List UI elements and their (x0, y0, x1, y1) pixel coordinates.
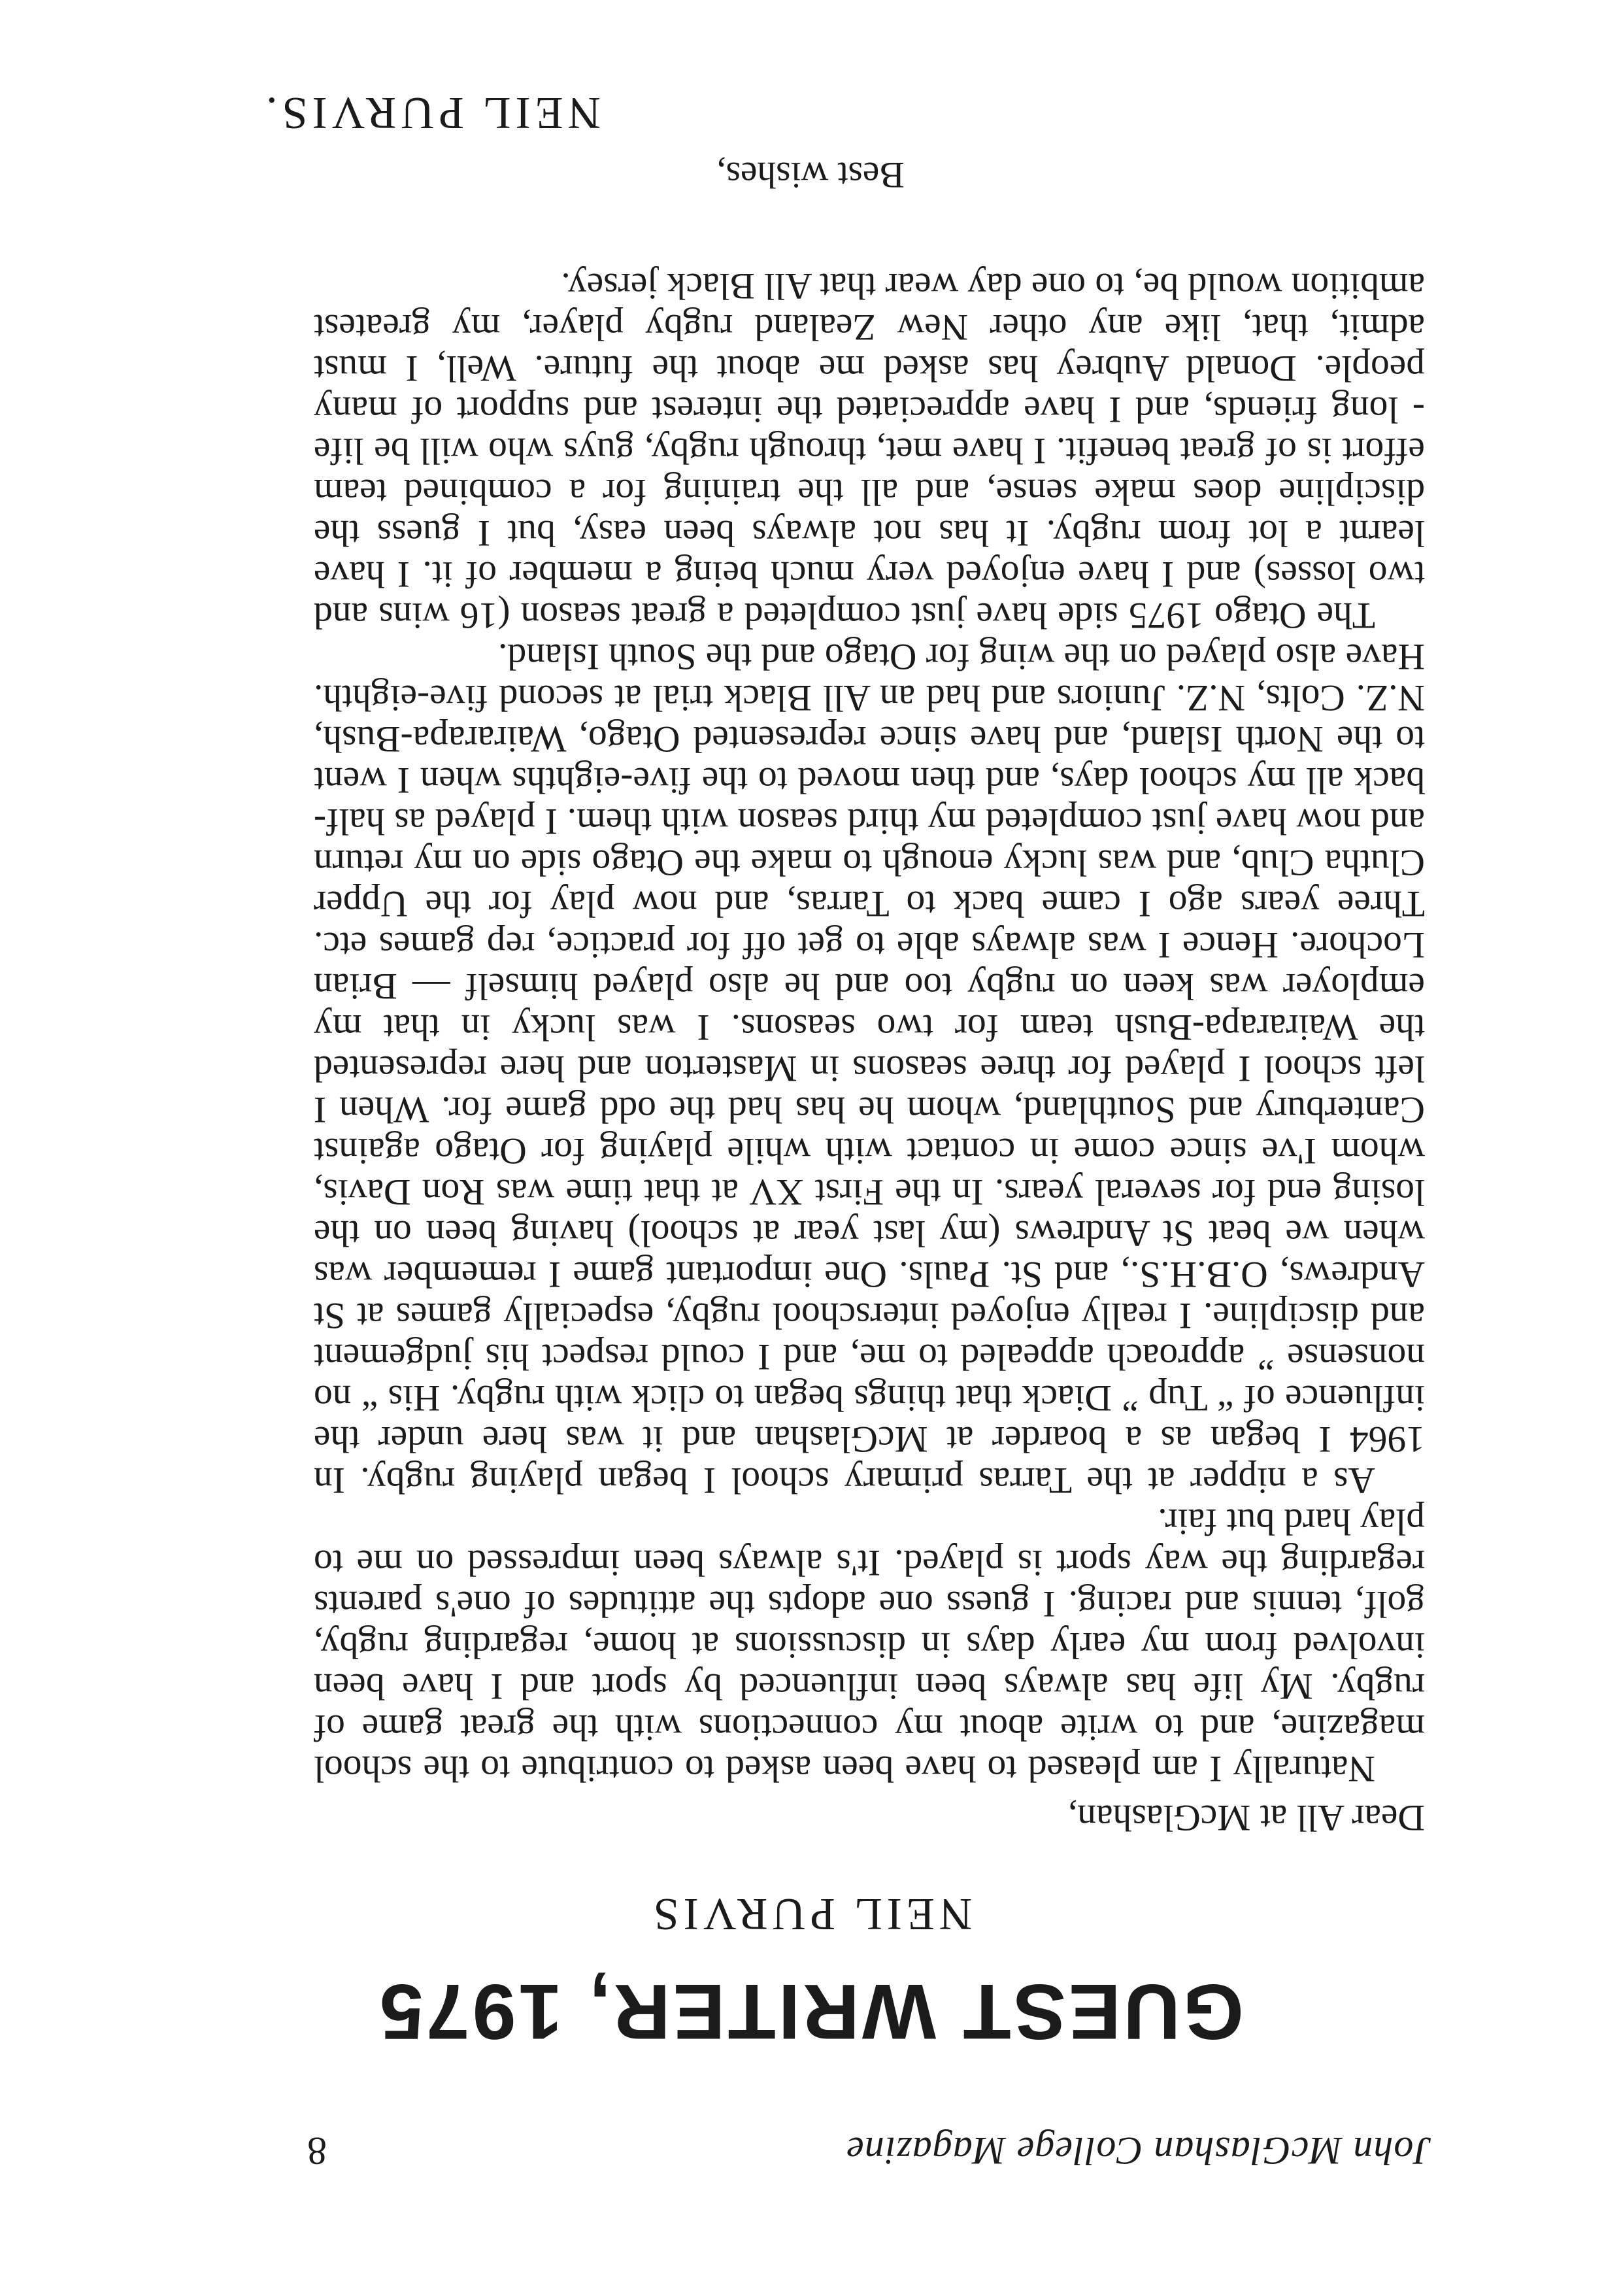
article-title: GUEST WRITER, 1975 (377, 1968, 1244, 2055)
paragraph-2: As a nipper at the Tarras primary school I began playing rugby. In 1964 I began as a boarder at McGlashan and it was here under the influence of “ Tup ” Diack that things began to click with rugby. His “ no nonsense ” approach appealed to me, and I could respect his judgement and discipline. I really enjoyed interschool rugby, especially games at St Andrews, O.B.H.S., and St. Pauls. One important game I remember was when we beat St Andrews (my last year at school) having been on the losing end for several years. In the First XV at that time was Ron Davis, whom I've since come in contact with while playing for Otago against Canterbury and Southland, whom he has had the odd game for. When I left school I played for three seasons in Masterton and here represented the Wairarapa-Bush team for two seasons. I was lucky in that my employer was keen on rugby too and he also played himself — Brian Lochore. Hence I was always able to get off for practice, rep games etc. Three years ago I came back to Tarras, and now play for the Upper Clutha Club, and was lucky enough to make the Otago side on my return and now have just completed my third season with them. I played as half-back all my school days, and then moved to the five-eighths when I went to the North Island, and have since represented Otago, Wairarapa-Bush, N.Z. Colts, N.Z. Juniors and had an All Black trial at second five-eighth. Have also played on the wing for Otago and the South Island. (314, 636, 1425, 1501)
magazine-title: John McGlashan College Magazine (846, 2129, 1431, 2172)
page-header (307, 2121, 1438, 2173)
salutation: Dear All at McGlashan, (1067, 1797, 1425, 1838)
closing-line: Best wishes, (716, 154, 905, 195)
page-number: 8 (307, 2129, 327, 2172)
paragraph-3: The Otago 1975 side have just completed a great season (16 wins and two losses) and I have enjoyed very much being a member of it. I have learnt a lot from rugby. It has not always been easy, but I guess the discipline does make sense, and all the training for a combined team effort is of great benefit. I have met, through rugby, guys who will be life - long friends, and I have appreciated the interest and support of many people. Donald Aubrey has asked me about the future. Well, I must admit, that, like any other New Zealand rugby player, my greatest ambition would be, to one day wear that All Black jersey. (314, 265, 1425, 636)
paragraph-1: Naturally I am pleased to have been asked to contribute to the school magazine, and to write about my connections with the great game of rugby. My life has always been influenced by sport and I have been involved from my early days in discussions at home, regarding rugby, golf, tennis and racing. I guess one adopts the attitudes of one's parents regarding the way sport is played. It's always been impressed on me to play hard but fair. (314, 1501, 1425, 1789)
article-author: NEIL PURVIS (648, 1889, 973, 1939)
article-body (314, 265, 1425, 1838)
signature: NEIL PURVIS. (261, 88, 601, 138)
